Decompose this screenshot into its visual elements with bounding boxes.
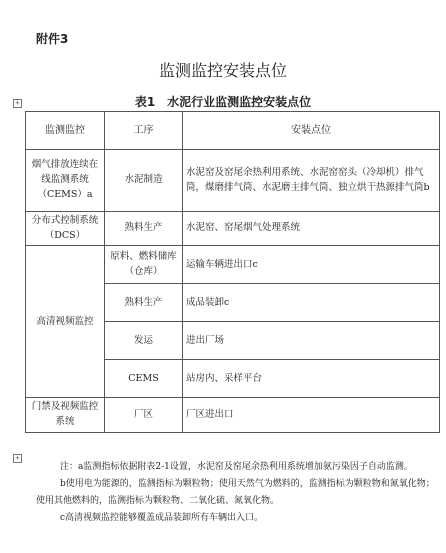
- annex-label: 附件3: [36, 32, 69, 46]
- cell-points: 进出厂场: [183, 322, 440, 360]
- table-caption: [0, 93, 446, 110]
- table-header-row: [26, 112, 440, 150]
- cell-process: CEMS: [105, 360, 183, 398]
- table-row: [26, 212, 440, 246]
- cell-process: 熟料生产: [105, 212, 183, 246]
- table-move-handle-icon[interactable]: +: [13, 99, 22, 108]
- cell-process: 发运: [105, 322, 183, 360]
- table-row: [26, 398, 440, 432]
- cell-category: 烟气排放连续在线监测系统（CEMS）a: [26, 150, 105, 212]
- table-number: 表1: [134, 95, 156, 109]
- note-a: 注：a监测指标依据附表2-1设置，水泥窑及窑尾余热利用系统增加氨污染因子自动监测。: [60, 462, 413, 472]
- cell-points: 水泥窑及窑尾余热利用系统、水泥窑窑头（冷却机）排气筒，煤磨排气筒、水泥磨主排气筒、独立烘干热源排气筒b: [183, 150, 440, 212]
- cell-process: 熟料生产: [105, 284, 183, 322]
- document-title: 监测监控安装点位: [158, 61, 287, 80]
- note-b: b使用电为能源的，监测指标为颗粒物；使用天然气为燃料的，监测指标为颗粒物和氮氧化物；使用其他燃料的，监测指标为颗粒物、二氧化硫、氮氧化物。: [36, 479, 435, 506]
- cell-process: 水泥制造: [105, 150, 183, 212]
- header-monitoring: 监测监控: [26, 112, 105, 150]
- table-row: [26, 246, 440, 284]
- cell-process: 原料、燃料储库（仓库）: [105, 246, 183, 284]
- table-row: [26, 150, 440, 212]
- cell-points: 厂区进出口: [183, 398, 440, 432]
- cell-points: 运输车辆进出口c: [183, 246, 440, 284]
- cell-points: 成品装卸c: [183, 284, 440, 322]
- table-notes: [36, 459, 438, 527]
- cell-process: 厂区: [105, 398, 183, 432]
- table-title: 水泥行业监测监控安装点位: [167, 95, 312, 109]
- header-process: 工序: [105, 112, 183, 150]
- cell-points: 站房内、采样平台: [183, 360, 440, 398]
- cell-category: 门禁及视频监控系统: [26, 398, 105, 432]
- table-resize-handle-icon[interactable]: +: [13, 454, 22, 463]
- note-c: c高清视频监控能够覆盖成品装卸所有车辆出入口。: [60, 513, 264, 523]
- monitoring-table: [25, 111, 440, 433]
- header-points: 安装点位: [183, 112, 440, 150]
- cell-category: 高清视频监控: [26, 246, 105, 398]
- cell-points: 水泥窑、窑尾烟气处理系统: [183, 212, 440, 246]
- cell-category: 分布式控制系统（DCS）: [26, 212, 105, 246]
